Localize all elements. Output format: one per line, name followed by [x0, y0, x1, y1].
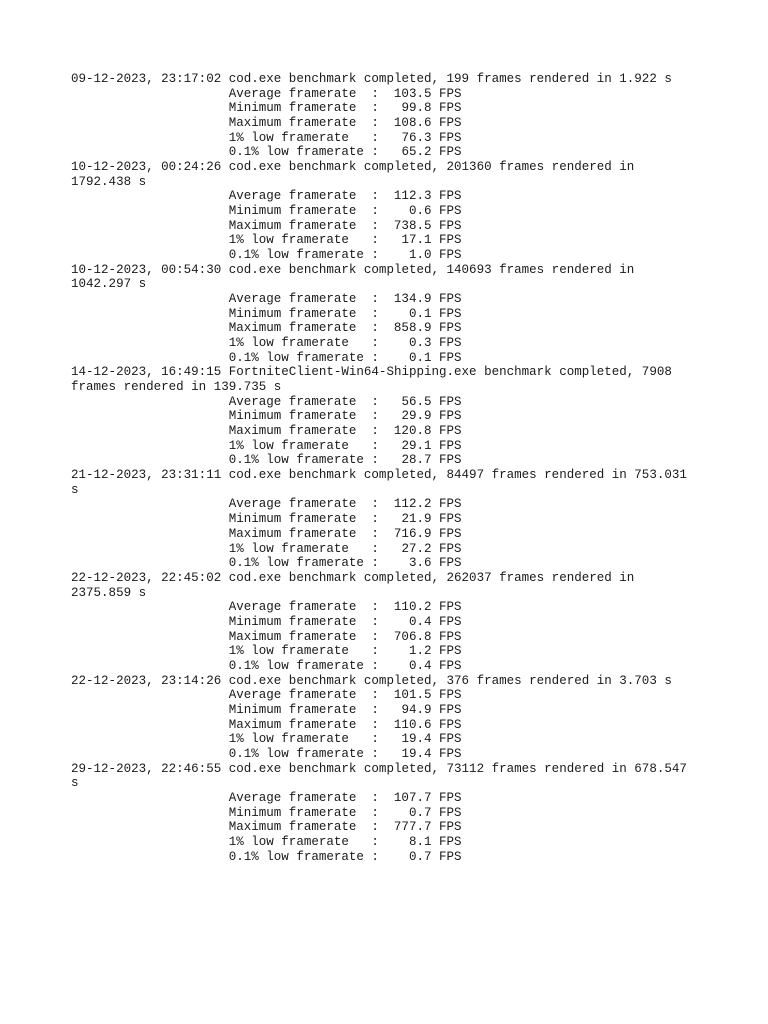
- log-entry: [71, 762, 687, 865]
- entry-header-line: 1042.297 s: [71, 277, 147, 292]
- entry-header-line: 14-12-2023, 16:49:15 FortniteClient-Win64-Shipping.exe benchmark completed, 7908: [71, 365, 672, 380]
- stat-value: 94.9 FPS: [401, 702, 462, 717]
- stat-row: [71, 644, 687, 659]
- stat-separator: :: [371, 453, 379, 468]
- stat-separator: :: [371, 218, 379, 233]
- stat-value: 777.7 FPS: [393, 820, 462, 835]
- stat-value: 0.7 FPS: [408, 849, 462, 864]
- stat-row: [71, 747, 687, 762]
- stat-row: [71, 688, 687, 703]
- stat-row: [71, 351, 687, 366]
- stat-row: [71, 409, 687, 424]
- stat-label: Minimum framerate: [228, 702, 357, 717]
- stat-value: 738.5 FPS: [393, 218, 462, 233]
- stat-separator: :: [371, 233, 379, 248]
- stat-row: [71, 630, 687, 645]
- stat-value: 0.6 FPS: [408, 204, 462, 219]
- stat-label: Minimum framerate: [228, 101, 357, 116]
- stat-separator: :: [371, 321, 379, 336]
- stat-value: 29.9 FPS: [401, 409, 462, 424]
- stat-separator: :: [371, 116, 379, 131]
- stat-separator: :: [371, 702, 379, 717]
- stat-row: [71, 219, 687, 234]
- stat-value: 120.8 FPS: [393, 424, 462, 439]
- stat-separator: :: [371, 438, 379, 453]
- entry-header-line: s: [71, 776, 79, 791]
- stat-label: Maximum framerate: [228, 116, 357, 131]
- stat-separator: :: [371, 424, 379, 439]
- stat-value: 99.8 FPS: [401, 101, 462, 116]
- stat-label: Average framerate: [228, 292, 357, 307]
- stat-row: [71, 116, 687, 131]
- stat-label: 1% low framerate: [228, 233, 349, 248]
- stat-value: 27.2 FPS: [401, 541, 462, 556]
- stat-label: 1% low framerate: [228, 644, 349, 659]
- entry-header-line: 10-12-2023, 00:24:26 cod.exe benchmark completed, 201360 frames rendered in: [71, 160, 635, 175]
- stat-row: [71, 615, 687, 630]
- stat-label: 0.1% low framerate: [228, 145, 364, 160]
- stat-value: 108.6 FPS: [393, 116, 462, 131]
- stat-label: Average framerate: [228, 790, 357, 805]
- stat-separator: :: [371, 600, 379, 615]
- stat-separator: :: [371, 512, 379, 527]
- stat-separator: :: [371, 101, 379, 116]
- stat-label: Average framerate: [228, 497, 357, 512]
- stat-value: 1.0 FPS: [408, 248, 462, 263]
- stat-separator: :: [371, 86, 379, 101]
- entry-header-line: 2375.859 s: [71, 585, 147, 600]
- stat-value: 0.1 FPS: [408, 350, 462, 365]
- stat-label: 1% low framerate: [228, 541, 349, 556]
- stat-label: Minimum framerate: [228, 204, 357, 219]
- stat-value: 3.6 FPS: [408, 556, 462, 571]
- stat-row: [71, 542, 687, 557]
- stat-value: 112.2 FPS: [393, 497, 462, 512]
- stat-label: Average framerate: [228, 189, 357, 204]
- stat-separator: :: [371, 732, 379, 747]
- stat-separator: :: [371, 292, 379, 307]
- stat-row: [71, 806, 687, 821]
- stat-separator: :: [371, 614, 379, 629]
- stat-label: Average framerate: [228, 86, 357, 101]
- stat-row: [71, 791, 687, 806]
- stat-separator: :: [371, 145, 379, 160]
- stat-label: 0.1% low framerate: [228, 849, 364, 864]
- log-entry: [71, 468, 687, 571]
- stat-row: [71, 732, 687, 747]
- stat-row: [71, 307, 687, 322]
- stat-value: 858.9 FPS: [393, 321, 462, 336]
- stat-row: [71, 497, 687, 512]
- stat-label: Minimum framerate: [228, 306, 357, 321]
- stat-row: [71, 424, 687, 439]
- log-entry: [71, 72, 687, 160]
- stat-value: 0.1 FPS: [408, 306, 462, 321]
- stat-row: [71, 850, 687, 865]
- stat-separator: :: [371, 526, 379, 541]
- stat-label: Minimum framerate: [228, 614, 357, 629]
- stat-separator: :: [371, 790, 379, 805]
- entry-header-line: 21-12-2023, 23:31:11 cod.exe benchmark completed, 84497 frames rendered in 753.031: [71, 468, 687, 483]
- benchmark-log: [71, 72, 687, 864]
- stat-row: [71, 659, 687, 674]
- stat-separator: :: [371, 248, 379, 263]
- entry-header-line: 1792.438 s: [71, 174, 147, 189]
- stat-value: 103.5 FPS: [393, 86, 462, 101]
- stat-separator: :: [371, 658, 379, 673]
- stat-separator: :: [371, 644, 379, 659]
- entry-header-line: 10-12-2023, 00:54:30 cod.exe benchmark completed, 140693 frames rendered in: [71, 262, 635, 277]
- stat-row: [71, 556, 687, 571]
- stat-separator: :: [371, 409, 379, 424]
- entry-header-line: frames rendered in 139.735 s: [71, 380, 282, 395]
- stat-label: 1% low framerate: [228, 732, 349, 747]
- stat-value: 17.1 FPS: [401, 233, 462, 248]
- stat-label: Maximum framerate: [228, 424, 357, 439]
- stat-row: [71, 453, 687, 468]
- stat-row: [71, 189, 687, 204]
- stat-label: Maximum framerate: [228, 321, 357, 336]
- stat-value: 21.9 FPS: [401, 512, 462, 527]
- stat-value: 706.8 FPS: [393, 629, 462, 644]
- log-entry: [71, 571, 687, 674]
- stat-label: 0.1% low framerate: [228, 556, 364, 571]
- stat-label: 1% low framerate: [228, 834, 349, 849]
- stat-value: 134.9 FPS: [393, 292, 462, 307]
- log-entry: [71, 263, 687, 366]
- entry-header-line: 22-12-2023, 22:45:02 cod.exe benchmark completed, 262037 frames rendered in: [71, 570, 635, 585]
- stat-separator: :: [371, 350, 379, 365]
- stat-row: [71, 131, 687, 146]
- stat-value: 110.6 FPS: [393, 717, 462, 732]
- stat-value: 19.4 FPS: [401, 732, 462, 747]
- stat-separator: :: [371, 497, 379, 512]
- stat-separator: :: [371, 849, 379, 864]
- stat-value: 0.3 FPS: [408, 336, 462, 351]
- stat-value: 716.9 FPS: [393, 526, 462, 541]
- stat-row: [71, 395, 687, 410]
- log-entry: [71, 674, 687, 762]
- stat-label: Maximum framerate: [228, 717, 357, 732]
- stat-row: [71, 321, 687, 336]
- stat-label: Maximum framerate: [228, 218, 357, 233]
- stat-label: 0.1% low framerate: [228, 350, 364, 365]
- stat-label: Maximum framerate: [228, 526, 357, 541]
- stat-separator: :: [371, 306, 379, 321]
- stat-separator: :: [371, 820, 379, 835]
- stat-label: Maximum framerate: [228, 820, 357, 835]
- log-entry: [71, 160, 687, 263]
- stat-row: [71, 101, 687, 116]
- stat-value: 28.7 FPS: [401, 453, 462, 468]
- stat-separator: :: [371, 336, 379, 351]
- stat-separator: :: [371, 394, 379, 409]
- stat-value: 8.1 FPS: [408, 834, 462, 849]
- stat-row: [71, 204, 687, 219]
- stat-value: 107.7 FPS: [393, 790, 462, 805]
- stat-label: 1% low framerate: [228, 438, 349, 453]
- stat-row: [71, 718, 687, 733]
- entry-header-line: 29-12-2023, 22:46:55 cod.exe benchmark completed, 73112 frames rendered in 678.547: [71, 761, 687, 776]
- stat-label: 0.1% low framerate: [228, 658, 364, 673]
- stat-row: [71, 703, 687, 718]
- entry-header-line: 22-12-2023, 23:14:26 cod.exe benchmark completed, 376 frames rendered in 3.703 s: [71, 673, 672, 688]
- stat-label: Average framerate: [228, 688, 357, 703]
- stat-row: [71, 527, 687, 542]
- entry-header-line: 09-12-2023, 23:17:02 cod.exe benchmark completed, 199 frames rendered in 1.922 s: [71, 72, 672, 86]
- stat-value: 65.2 FPS: [401, 145, 462, 160]
- stat-value: 1.2 FPS: [408, 644, 462, 659]
- stat-row: [71, 248, 687, 263]
- stat-label: 1% low framerate: [228, 336, 349, 351]
- stat-label: Average framerate: [228, 394, 357, 409]
- stat-separator: :: [371, 189, 379, 204]
- log-entry: [71, 365, 687, 468]
- stat-label: 0.1% low framerate: [228, 453, 364, 468]
- stat-value: 0.7 FPS: [408, 805, 462, 820]
- stat-label: 0.1% low framerate: [228, 248, 364, 263]
- stat-row: [71, 336, 687, 351]
- stat-separator: :: [371, 556, 379, 571]
- stat-row: [71, 145, 687, 160]
- stat-value: 0.4 FPS: [408, 658, 462, 673]
- stat-row: [71, 600, 687, 615]
- entry-header-line: s: [71, 482, 79, 497]
- stat-separator: :: [371, 541, 379, 556]
- stat-label: Average framerate: [228, 600, 357, 615]
- stat-label: Minimum framerate: [228, 409, 357, 424]
- stat-row: [71, 835, 687, 850]
- stat-label: Maximum framerate: [228, 629, 357, 644]
- stat-label: Minimum framerate: [228, 512, 357, 527]
- stat-label: 1% low framerate: [228, 130, 349, 145]
- stat-label: 0.1% low framerate: [228, 746, 364, 761]
- stat-value: 110.2 FPS: [393, 600, 462, 615]
- stat-separator: :: [371, 805, 379, 820]
- stat-separator: :: [371, 746, 379, 761]
- stat-separator: :: [371, 629, 379, 644]
- stat-separator: :: [371, 717, 379, 732]
- stat-row: [71, 233, 687, 248]
- stat-separator: :: [371, 130, 379, 145]
- stat-row: [71, 512, 687, 527]
- stat-value: 0.4 FPS: [408, 614, 462, 629]
- stat-separator: :: [371, 204, 379, 219]
- stat-row: [71, 292, 687, 307]
- stat-value: 101.5 FPS: [393, 688, 462, 703]
- stat-value: 56.5 FPS: [401, 394, 462, 409]
- stat-label: Minimum framerate: [228, 805, 357, 820]
- stat-value: 29.1 FPS: [401, 438, 462, 453]
- stat-value: 19.4 FPS: [401, 746, 462, 761]
- stat-value: 76.3 FPS: [401, 130, 462, 145]
- stat-separator: :: [371, 834, 379, 849]
- stat-separator: :: [371, 688, 379, 703]
- stat-value: 112.3 FPS: [393, 189, 462, 204]
- stat-row: [71, 439, 687, 454]
- stat-row: [71, 87, 687, 102]
- stat-row: [71, 820, 687, 835]
